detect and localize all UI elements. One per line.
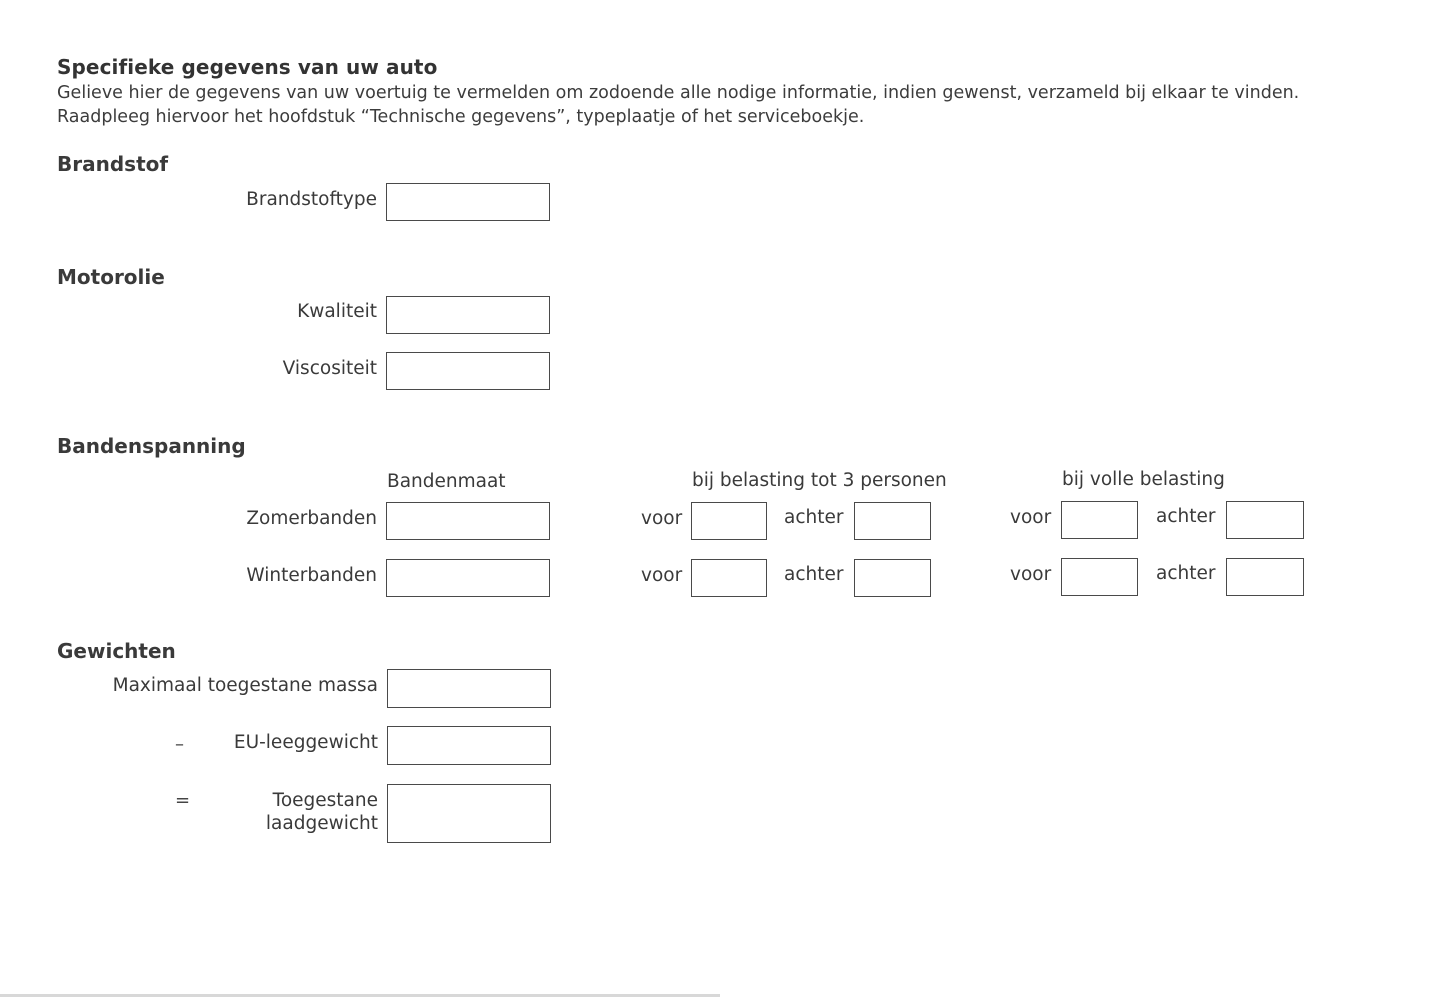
- column-header-tot-3-personen: bij belasting tot 3 personen: [692, 470, 947, 491]
- toegestane-laadgewicht-label-line1: Toegestane: [272, 790, 378, 811]
- winterbanden-bandenmaat-field[interactable]: [386, 559, 550, 597]
- winter-tot3-voor-label: voor: [641, 565, 683, 586]
- winterbanden-label: Winterbanden: [246, 565, 377, 586]
- brandstoftype-field[interactable]: [386, 183, 550, 221]
- zomer-vol-achter-field[interactable]: [1226, 501, 1304, 539]
- zomer-tot3-achter-field[interactable]: [854, 502, 931, 540]
- winter-vol-voor-field[interactable]: [1061, 558, 1138, 596]
- toegestane-laadgewicht-field[interactable]: [387, 784, 551, 843]
- winter-tot3-achter-label: achter: [784, 564, 844, 585]
- kwaliteit-label: Kwaliteit: [297, 301, 377, 322]
- brandstoftype-label: Brandstoftype: [246, 189, 377, 210]
- section-title-gewichten: Gewichten: [57, 639, 176, 663]
- eu-leeggewicht-label: EU-leeggewicht: [233, 732, 378, 753]
- section-title-bandenspanning: Bandenspanning: [57, 434, 246, 458]
- winter-tot3-voor-field[interactable]: [691, 559, 767, 597]
- winter-vol-achter-field[interactable]: [1226, 558, 1304, 596]
- column-header-bandenmaat: Bandenmaat: [387, 471, 506, 492]
- intro-line-1: Gelieve hier de gegevens van uw voertuig te vermelden om zodoende alle nodige informatie, indien gewenst, verzameld bij elkaar te vinden.: [57, 83, 1300, 103]
- section-title-brandstof: Brandstof: [57, 152, 169, 176]
- zomerbanden-bandenmaat-field[interactable]: [386, 502, 550, 540]
- kwaliteit-field[interactable]: [386, 296, 550, 334]
- maximaal-massa-field[interactable]: [387, 669, 551, 708]
- section-title-motorolie: Motorolie: [57, 265, 165, 289]
- zomer-vol-voor-label: voor: [1010, 507, 1052, 528]
- page-bottom-edge: [0, 994, 720, 997]
- minus-sign: –: [175, 734, 184, 755]
- page-title: Specifieke gegevens van uw auto: [57, 55, 438, 79]
- winter-tot3-achter-field[interactable]: [854, 559, 931, 597]
- maximaal-massa-label: Maximaal toegestane massa: [112, 675, 378, 696]
- winter-vol-achter-label: achter: [1156, 563, 1216, 584]
- eu-leeggewicht-field[interactable]: [387, 726, 551, 765]
- zomer-tot3-voor-label: voor: [641, 508, 683, 529]
- zomerbanden-label: Zomerbanden: [246, 508, 377, 529]
- column-header-volle-belasting: bij volle belasting: [1062, 469, 1225, 490]
- zomer-tot3-voor-field[interactable]: [691, 502, 767, 540]
- equals-sign: =: [175, 790, 191, 811]
- toegestane-laadgewicht-label-line2: laadgewicht: [265, 813, 378, 834]
- zomer-vol-achter-label: achter: [1156, 506, 1216, 527]
- zomer-vol-voor-field[interactable]: [1061, 501, 1138, 539]
- viscositeit-field[interactable]: [386, 352, 550, 390]
- zomer-tot3-achter-label: achter: [784, 507, 844, 528]
- viscositeit-label: Viscositeit: [282, 358, 377, 379]
- winter-vol-voor-label: voor: [1010, 564, 1052, 585]
- intro-line-2: Raadpleeg hiervoor het hoofdstuk “Technische gegevens”, typeplaatje of het serviceboekje.: [57, 107, 865, 127]
